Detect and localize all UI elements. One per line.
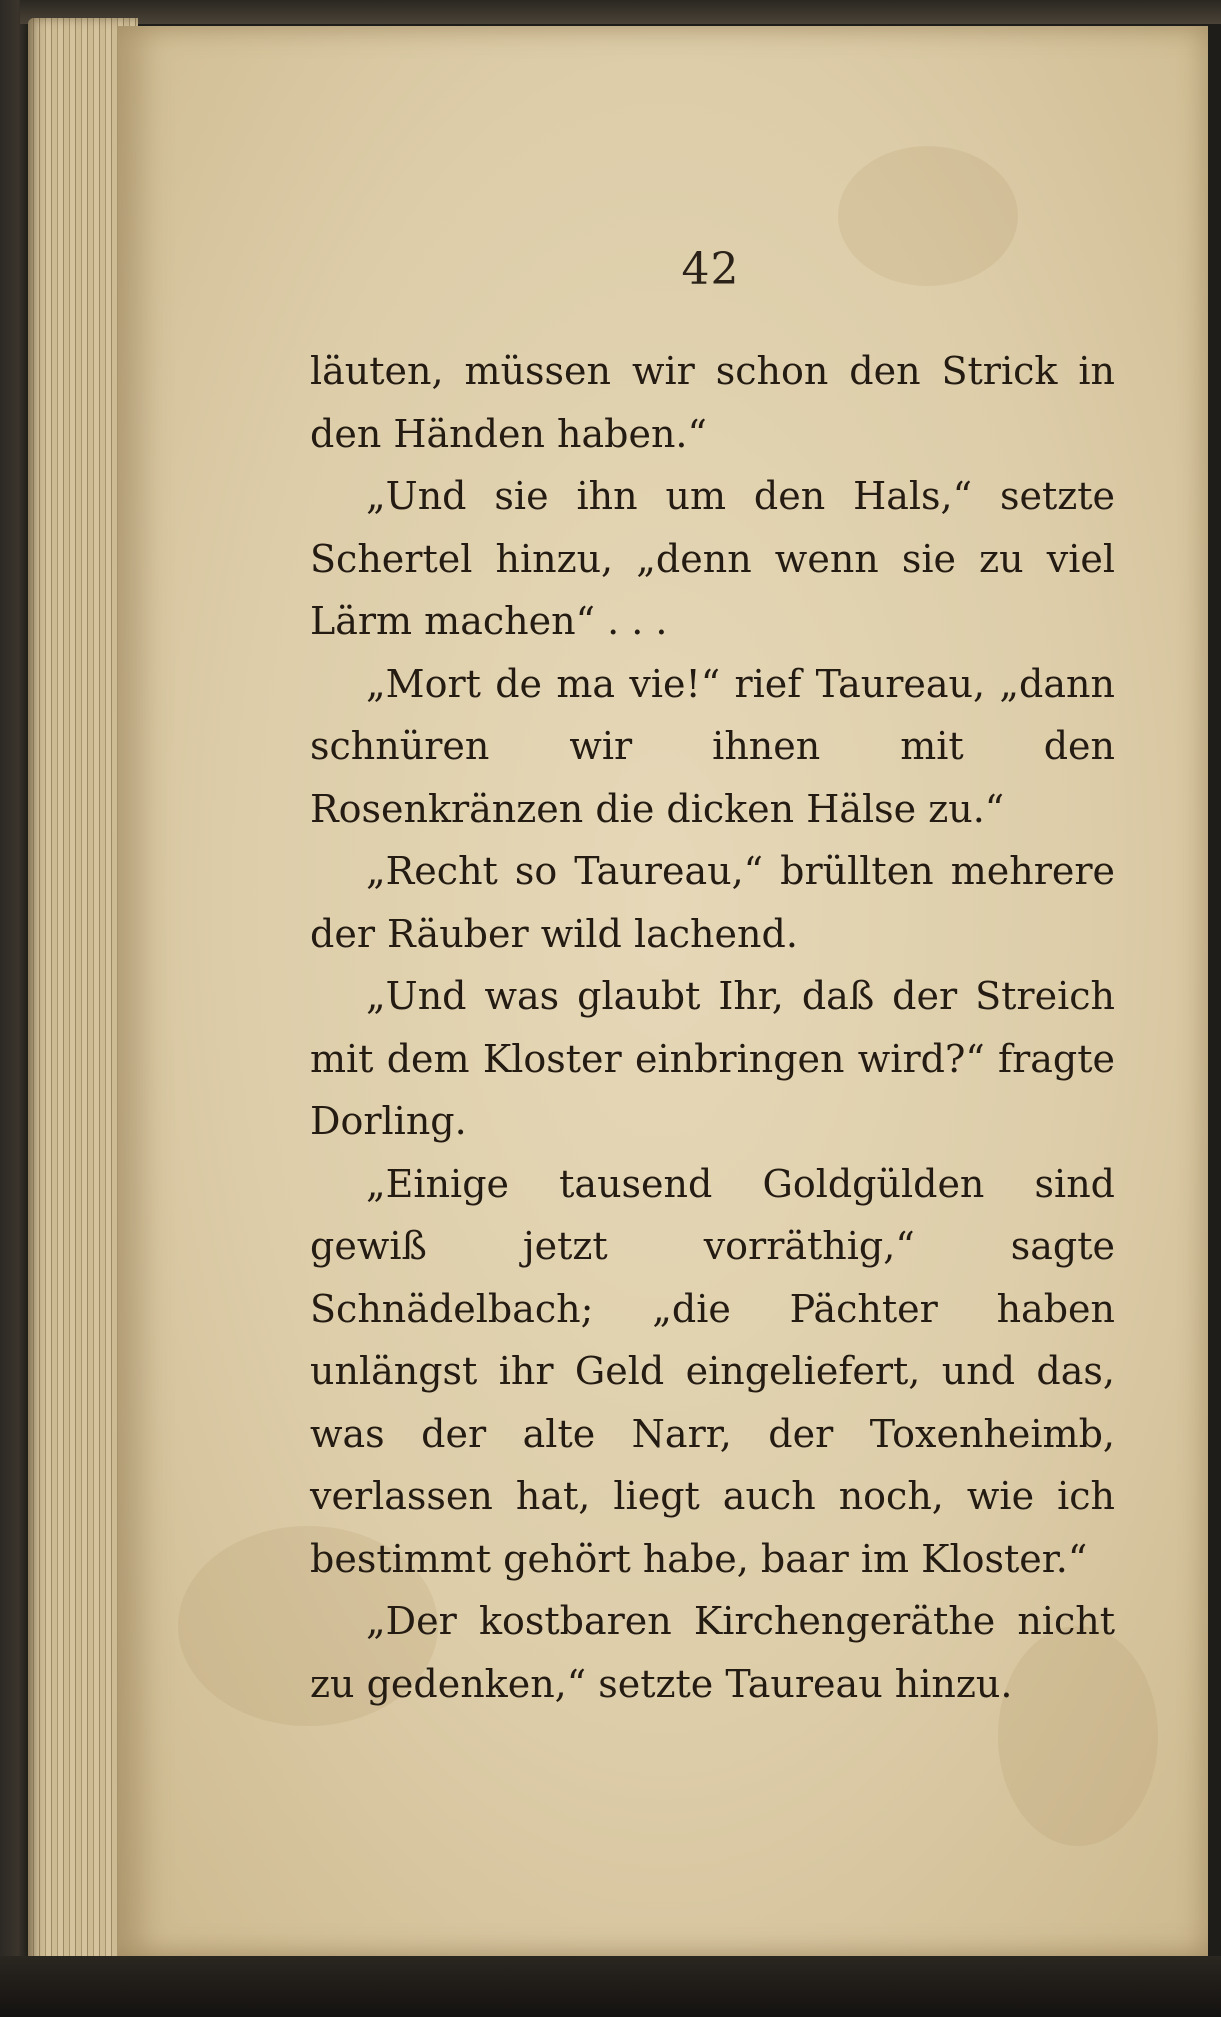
paragraph: „Mort de ma vie!“ rief Taureau, „dann schnüren wir ihnen mit den Rosenkränzen die dicken Hälse zu.“ xyxy=(310,661,1115,831)
paragraph: „Der kostbaren Kirchengeräthe nicht zu gedenken,“ setzte Taureau hinzu. xyxy=(310,1599,1115,1706)
paragraph: „Und sie ihn um den Hals,“ setzte Schertel hinzu, „denn wenn sie zu viel Lärm machen“ . . . xyxy=(310,474,1115,643)
paragraph: „Recht so Taureau,“ brüllten mehrere der Räuber wild lachend. xyxy=(310,849,1115,956)
page-number: 42 xyxy=(681,244,740,295)
paragraph: „Und was glaubt Ihr, daß der Streich mit dem Kloster einbringen wird?“ fragte Dorling. xyxy=(310,974,1115,1143)
book-bottom-edge xyxy=(0,1956,1221,2017)
body-text xyxy=(310,340,1115,1715)
paragraph: läuten, müssen wir schon den Strick in den Händen haben.“ xyxy=(310,349,1115,456)
book-cover-edge xyxy=(0,0,30,2017)
paragraph: „Einige tausend Goldgülden sind gewiß jetzt vorräthig,“ sagte Schnädelbach; „die Pächter haben unlängst ihr Geld eingeliefert, und das, was der alte Narr, der Toxenheimb, verlassen hat, liegt auch noch, wie ich bestimmt gehört habe, baar im Kloster.“ xyxy=(310,1161,1115,1581)
book-top-edge xyxy=(20,0,1221,24)
